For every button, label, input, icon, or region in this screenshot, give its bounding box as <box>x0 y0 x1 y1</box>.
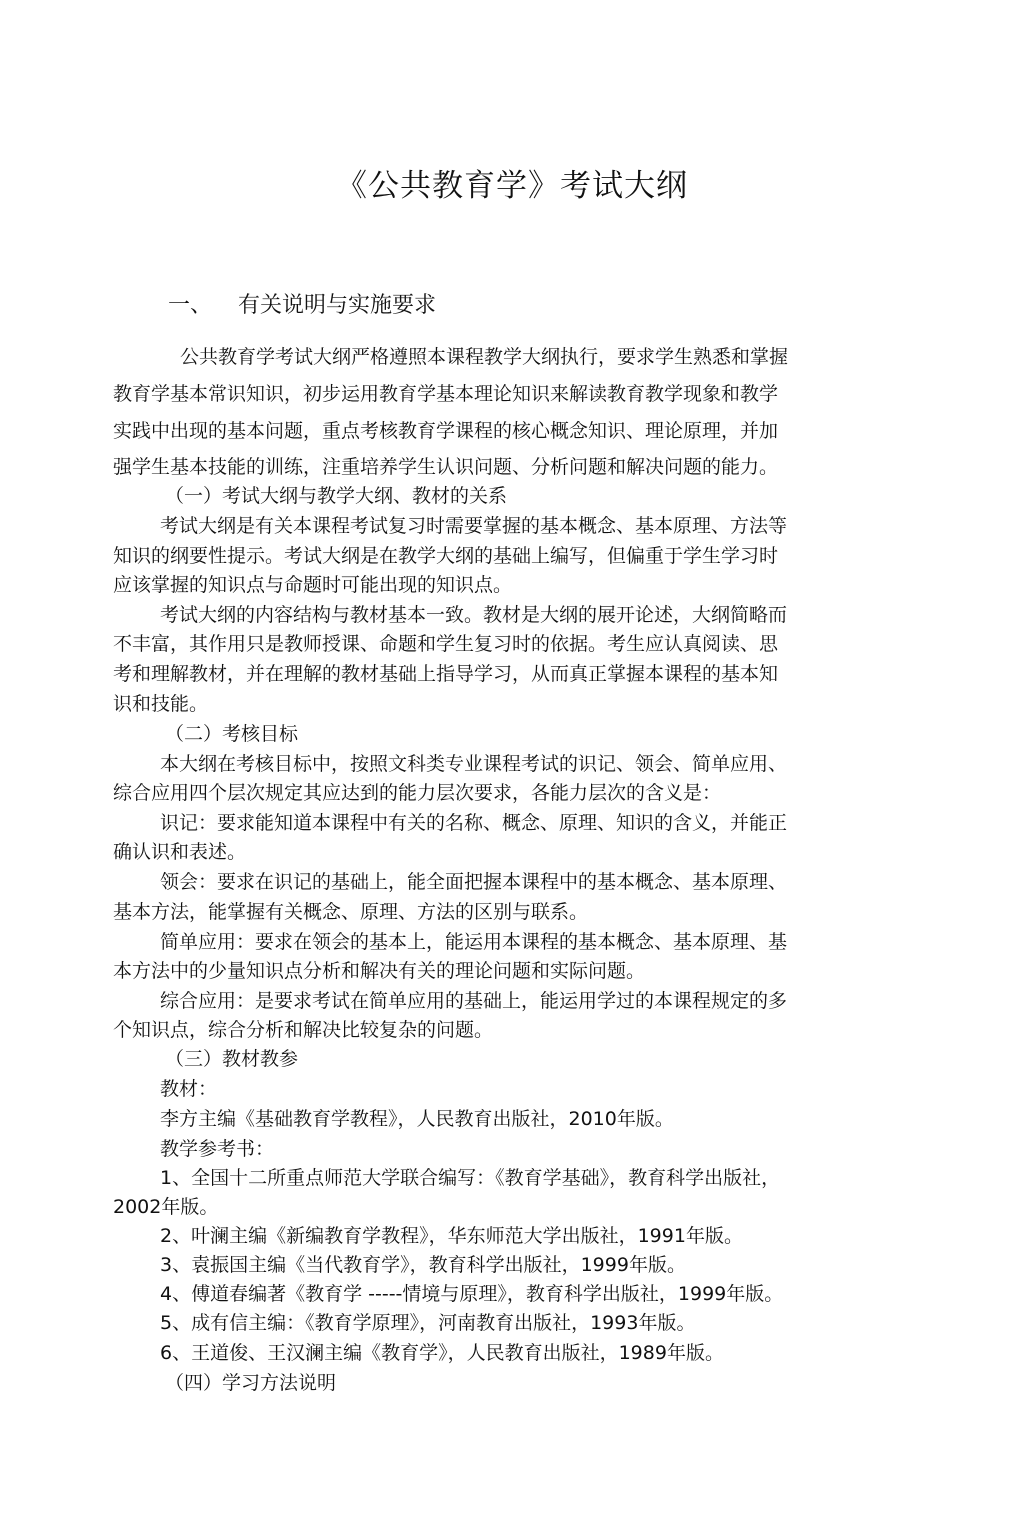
reference-item: 4、傅道春编著《教育学 -----情境与原理》，教育科学出版社，1999年版。 <box>160 1283 784 1305</box>
reference-item: 1、全国十二所重点师范大学联合编写：《教育学基础》，教育科学出版社， <box>160 1167 781 1189</box>
paragraph-line: 识记：要求能知道本课程中有关的名称、概念、原理、知识的含义，并能正 <box>160 812 788 834</box>
paragraph-line: 领会：要求在识记的基础上，能全面把握本课程中的基本概念、基本原理、 <box>160 871 788 893</box>
paragraph-line: 考试大纲的内容结构与教材基本一致。教材是大纲的展开论述，大纲简略而 <box>160 604 788 626</box>
paragraph-line: 公共教育学考试大纲严格遵照本课程教学大纲执行，要求学生熟悉和掌握 <box>180 346 789 368</box>
subsection-heading: （四）学习方法说明 <box>165 1372 337 1394</box>
reference-item: 2002年版。 <box>113 1196 219 1218</box>
reference-item: 5、成有信主编：《教育学原理》，河南教育出版社，1993年版。 <box>160 1312 696 1334</box>
section-heading <box>168 288 436 319</box>
paragraph-line: 应该掌握的知识点与命题时可能出现的知识点。 <box>113 574 513 596</box>
section-heading-text: 有关说明与实施要求 <box>238 293 437 318</box>
subsection-heading: （一）考试大纲与教学大纲、教材的关系 <box>165 485 508 507</box>
paragraph-line: 教学参考书： <box>160 1138 275 1160</box>
subsection-heading: （二）考核目标 <box>165 723 299 745</box>
paragraph-line: 实践中出现的基本问题，重点考核教育学课程的核心概念知识、理论原理，并加 <box>113 420 779 442</box>
paragraph-line: 本方法中的少量知识点分析和解决有关的理论问题和实际问题。 <box>113 960 646 982</box>
document-title: 《公共教育学》考试大纲 <box>336 168 688 204</box>
paragraph-line: 不丰富，其作用只是教师授课、命题和学生复习时的依据。考生应认真阅读、思 <box>113 633 779 655</box>
paragraph-line: 确认识和表述。 <box>113 841 247 863</box>
paragraph-line: 基本方法，能掌握有关概念、原理、方法的区别与联系。 <box>113 901 589 923</box>
paragraph-line: 考试大纲是有关本课程考试复习时需要掌握的基本概念、基本原理、方法等 <box>160 515 788 537</box>
paragraph-line: 本大纲在考核目标中，按照文科类专业课程考试的识记、领会、简单应用、 <box>160 753 788 775</box>
paragraph-line: 教育学基本常识知识，初步运用教育学基本理论知识来解读教育教学现象和教学 <box>113 383 779 405</box>
paragraph-line: 综合应用四个层次规定其应达到的能力层次要求，各能力层次的含义是： <box>113 782 722 804</box>
paragraph-line: 综合应用：是要求考试在简单应用的基础上，能运用学过的本课程规定的多 <box>160 990 788 1012</box>
paragraph-line: 强学生基本技能的训练，注重培养学生认识问题、分析问题和解决问题的能力。 <box>113 456 779 478</box>
section-number: 一、 <box>168 293 213 318</box>
reference-item: 3、袁振国主编《当代教育学》，教育科学出版社，1999年版。 <box>160 1254 686 1276</box>
paragraph-line: 识和技能。 <box>113 693 209 715</box>
subsection-heading: （三）教材教参 <box>165 1048 299 1070</box>
reference-item: 6、王道俊、王汉澜主编《教育学》，人民教育出版社，1989年版。 <box>160 1342 724 1364</box>
paragraph-line: 简单应用：要求在领会的基本上，能运用本课程的基本概念、基本原理、基 <box>160 931 788 953</box>
reference-item: 2、叶澜主编《新编教育学教程》，华东师范大学出版社，1991年版。 <box>160 1225 743 1247</box>
paragraph-line: 知识的纲要性提示。考试大纲是在教学大纲的基础上编写，但偏重于学生学习时 <box>113 545 779 567</box>
paragraph-line: 李方主编《基础教育学教程》，人民教育出版社，2010年版。 <box>160 1108 674 1130</box>
paragraph-line: 教材： <box>160 1078 218 1100</box>
paragraph-line: 考和理解教材，并在理解的教材基础上指导学习，从而真正掌握本课程的基本知 <box>113 663 779 685</box>
paragraph-line: 个知识点，综合分析和解决比较复杂的问题。 <box>113 1019 494 1041</box>
